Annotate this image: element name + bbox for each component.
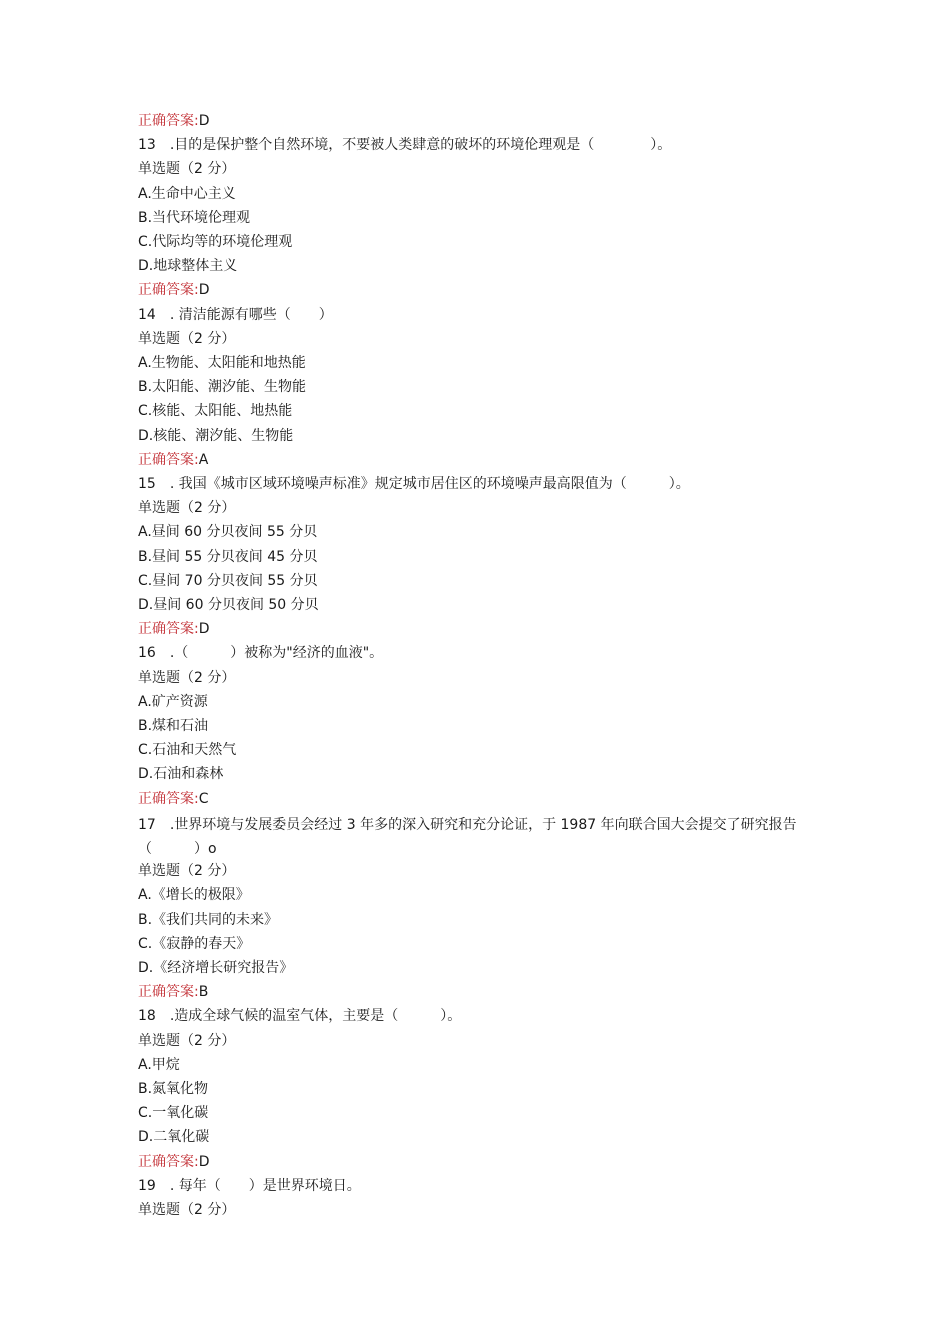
- option-item: D.《经济增长研究报告》: [138, 960, 294, 976]
- option-item: C.代际均等的环境伦理观: [138, 234, 293, 250]
- question-text: 13 .目的是保护整个自然环境，不要被人类肆意的破坏的环境伦理观是（ ）。: [138, 137, 672, 154]
- option-item: D.二氧化碳: [138, 1129, 210, 1146]
- option-item: C.《寂静的春天》: [138, 935, 251, 952]
- correct-answer-label: 正确答案:: [138, 113, 199, 129]
- option-item: D.昼间 60 分贝夜间 50 分贝: [138, 597, 319, 613]
- option-item: A.生物能、太阳能和地热能: [138, 355, 306, 371]
- question-text: 18 .造成全球气候的温室气体，主要是（ ）。: [138, 1008, 462, 1025]
- question-text: 16 .（ ）被称为"经济的血液"。: [138, 645, 384, 662]
- option-item: A.昼间 60 分贝夜间 55 分贝: [138, 524, 318, 541]
- option-item: D.石油和森林: [138, 766, 224, 783]
- correct-answer-label: 正确答案:: [138, 1153, 199, 1170]
- option-item: C.昼间 70 分贝夜间 55 分贝: [138, 572, 318, 589]
- correct-answer: [138, 280, 210, 300]
- option-item: B.氮氧化物: [138, 1081, 209, 1097]
- option-item: A.甲烷: [138, 1056, 180, 1073]
- correct-answer-value: D: [198, 113, 210, 129]
- correct-answer-label: 正确答案:: [138, 984, 199, 1001]
- correct-answer-value: D: [198, 282, 210, 299]
- correct-answer-label: 正确答案:: [138, 451, 199, 468]
- option-item: B.当代环境伦理观: [138, 209, 251, 226]
- correct-answer: [138, 111, 210, 131]
- option-item: C.一氧化碳: [138, 1105, 209, 1122]
- option-item: C.石油和天然气: [138, 742, 237, 759]
- correct-answer-value: B: [198, 984, 209, 1001]
- correct-answer-label: 正确答案:: [138, 621, 199, 638]
- correct-answer-label: 正确答案:: [138, 790, 199, 807]
- option-item: B.太阳能、潮汐能、生物能: [138, 379, 307, 396]
- question-type: 单选题（2 分）: [138, 500, 236, 517]
- option-item: B.煤和石油: [138, 718, 209, 734]
- option-item: B.《我们共同的未来》: [138, 911, 279, 928]
- correct-answer-value: D: [198, 621, 210, 638]
- correct-answer: [138, 982, 208, 1002]
- question-type: 单选题（2 分）: [138, 1202, 236, 1218]
- correct-answer-value: D: [198, 1153, 210, 1170]
- correct-answer: [138, 1152, 210, 1172]
- option-item: D.核能、潮汐能、生物能: [138, 427, 294, 444]
- correct-answer-value: A: [198, 451, 209, 468]
- question-text: 19 . 每年（ ）是世界环境日。: [138, 1177, 361, 1194]
- correct-answer: [138, 789, 209, 809]
- question-type: 单选题（2 分）: [138, 863, 236, 880]
- option-item: A.矿产资源: [138, 693, 208, 710]
- option-item: B.昼间 55 分贝夜间 45 分贝: [138, 548, 318, 565]
- question-text: 17 .世界环境与发展委员会经过 3 年多的深入研究和充分论证，于 1987 年向联合国大会提交了研究报告（ ）o: [138, 816, 797, 857]
- question-text: 15 . 我国《城市区域环境噪声标准》规定城市居住区的环境噪声最高限值为（ ）。: [138, 476, 690, 492]
- option-item: A.生命中心主义: [138, 185, 236, 202]
- option-item: D.地球整体主义: [138, 258, 238, 275]
- question-type: 单选题（2 分）: [138, 1032, 236, 1049]
- question-text: 14 . 清洁能源有哪些（ ）: [138, 306, 333, 323]
- correct-answer: [138, 619, 210, 639]
- question-type: 单选题（2 分）: [138, 330, 236, 347]
- correct-answer-value: C: [198, 790, 209, 807]
- question-type: 单选题（2 分）: [138, 161, 236, 178]
- correct-answer-label: 正确答案:: [138, 282, 199, 299]
- option-item: A.《增长的极限》: [138, 887, 250, 904]
- correct-answer: [138, 450, 208, 470]
- question-type: 单选题（2 分）: [138, 669, 236, 686]
- option-item: C.核能、太阳能、地热能: [138, 403, 293, 420]
